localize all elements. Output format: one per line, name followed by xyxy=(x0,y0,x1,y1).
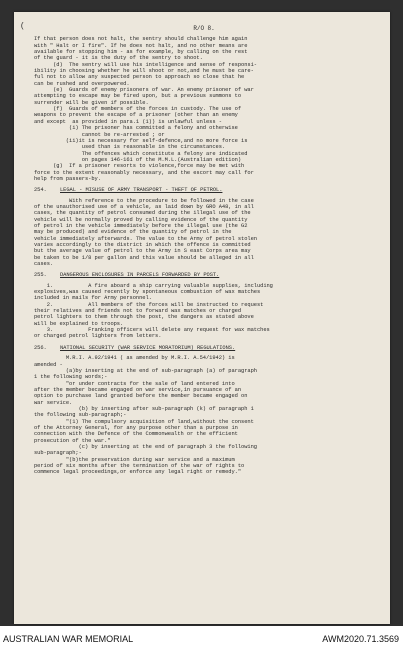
text-line: with " Halt or I fire". If he does not halt, and no other means are xyxy=(34,42,248,49)
text-line: period of six months after the termination of the war of rights to xyxy=(34,463,245,469)
text-line: vehicle will be normally proved by calling evidence of the quantity xyxy=(34,216,248,223)
text-line: surrender will be given if possible. xyxy=(34,99,149,106)
document-page xyxy=(14,12,390,624)
text-line: option to purchase land granted before the member became engaged on xyxy=(34,393,248,400)
text-line: and except as provided in para.1 (1)) is unlawful unless - xyxy=(34,118,222,125)
text-line: cannot be re-arrested ; or xyxy=(34,131,165,138)
text-line: petrol lighters to them through the post, the dangers as stated above xyxy=(34,314,254,321)
text-line: amended - xyxy=(34,361,63,368)
text-line: of the unauthorised use of a vehicle, as laid down by GRO A48, in all xyxy=(34,203,254,210)
text-line: commence legal proceedings,or enforce any legal right or remedy." xyxy=(34,469,242,476)
sections-block xyxy=(34,187,374,475)
text-line: their relatives and friends not to forward wax matches or charged xyxy=(34,308,242,315)
text-line: force to the extent reasonably necessary, and the escort may call for xyxy=(34,169,254,176)
text-line: 2. All members of the forces will be instructed to request xyxy=(34,301,264,308)
text-line: or charged petrol lighters from letters. xyxy=(34,333,162,340)
text-line: varies accordingly to the district in which the offence is committed xyxy=(34,242,251,248)
section-title: NATIONAL SECURITY (WAR SERVICE MORATORIUM) REGULATIONS. xyxy=(60,344,236,351)
footer-accession-number: AWM2020.71.3569 xyxy=(322,634,399,644)
text-line: of the guard - it is the duty of the sentry to shoot. xyxy=(34,55,203,62)
text-line: (d) The sentry will use his intelligence and sense of responsi- xyxy=(34,61,257,68)
text-line: 1. A fire aboard a ship carrying valuable supplies, including xyxy=(34,282,273,289)
text-line: of petrol in the vehicle immediately before the illegal use (the G2 xyxy=(34,222,248,229)
text-line: may be produced) and evidence of the quantity of petrol in the xyxy=(34,229,232,236)
document-body xyxy=(34,26,374,476)
text-line: vehicle immediately afterwards. The value to the Army of petrol stolen xyxy=(34,235,257,242)
text-line: (g) If a prisoner resorts to violence,force may be met with xyxy=(34,163,245,170)
section xyxy=(34,272,374,339)
section-number: 255. xyxy=(34,272,47,279)
text-line: M.R.I. A.92/1941 ( as amended by M.R.I. A.54/1942) is xyxy=(34,355,235,362)
section-mark: ( xyxy=(20,22,25,31)
text-line: 1 the following words;- xyxy=(34,374,108,381)
text-line: ibility in choosing whether he will shoot or not,and he must be care- xyxy=(34,68,254,75)
text-line: will be explained to troops. xyxy=(34,320,124,327)
section-number: 256. xyxy=(34,344,47,351)
text-line: cases. xyxy=(34,261,54,268)
text-line: (b) by inserting after sub-paragraph (k) of paragraph 1 xyxy=(34,405,254,412)
text-line: connection with the Defence of the Commonwealth or the efficient xyxy=(34,431,238,438)
text-line: attempting to escape may be fired upon, but a previous summons to xyxy=(34,93,242,100)
text-line: on pages 146-161 of the M.M.L.(Australian edition) xyxy=(34,156,242,163)
intro-block xyxy=(34,36,374,182)
section-number: 254. xyxy=(34,187,47,194)
text-line: included in mails for Army personnel. xyxy=(34,295,152,302)
text-line: can be rushed and overpowered. xyxy=(34,80,130,87)
text-line: of the Attorney General, for any purpose other than a purpose in xyxy=(34,424,238,431)
text-line: weapons to prevent the escape of a prisoner (other than an enemy xyxy=(34,112,238,119)
page-number: R/O 8. xyxy=(193,25,215,32)
text-line: "(b)the preservation during war service and a maximum xyxy=(34,456,235,463)
section-title: LEGAL - MISUSE OF ARMY TRANSPORT - THEFT OF PETROL. xyxy=(60,187,223,194)
text-line: (a)by inserting at the end of sub-paragraph (a) of paragraph xyxy=(34,367,257,374)
text-line: but the average value of petrol to the Army in S east Corps area may xyxy=(34,248,251,255)
text-line: ful not to allow any suspected person to approach so close that he xyxy=(34,74,245,81)
text-line: cases, the quantity of petrol consumed during the illegal use of the xyxy=(34,210,251,217)
text-line: (i) The prisoner has committed a felony and otherwise xyxy=(34,125,238,132)
text-line: sub-paragraph;- xyxy=(34,450,82,457)
text-line: the following sub-paragraph;- xyxy=(34,412,127,419)
text-line: If that person does not halt, the sentry should challenge him again xyxy=(34,36,248,43)
footer-credit: AUSTRALIAN WAR MEMORIAL xyxy=(3,634,134,644)
footer-bar xyxy=(0,626,403,653)
text-line: "or under contracts for the sale of land entered into xyxy=(34,380,235,387)
text-line: after the member became engaged on war service,in pursuance of an xyxy=(34,386,242,393)
text-line: explosives,was caused recently by spontaneous combustion of wax matches xyxy=(34,289,261,296)
text-line: The offences which constitute a felony are indicated xyxy=(34,150,248,157)
text-line: used than is reasonable in the circumstances. xyxy=(34,144,226,151)
text-line: (ii)it is necessary for self-defence,and no more force is xyxy=(34,137,248,144)
text-line: (c) by inserting at the end of paragraph 3 the following xyxy=(34,443,257,450)
text-line: be taken to be 1/8 per gallon and this value should be alleged in all xyxy=(34,254,254,261)
text-line: 3. Franking officers will delete any request for wax matches xyxy=(34,327,270,334)
section xyxy=(34,187,374,267)
section xyxy=(34,345,374,476)
section-title: DANGEROUS ENCLOSURES IN PARCELS FORWARDED BY POST. xyxy=(60,272,220,279)
text-line: prosecution of the war." xyxy=(34,437,111,444)
text-line: (e) Guards of enemy prisoners of war. An enemy prisoner of war xyxy=(34,87,254,94)
text-line: war service. xyxy=(34,399,73,406)
text-line: (f) Guards of members of the forces in custody. The use of xyxy=(34,106,242,113)
text-line: help from passers-by. xyxy=(34,175,101,182)
text-line: With reference to the procedure to be followed in the case xyxy=(34,197,254,204)
text-line: "(1) The compulsory acquisition of land,without the consent xyxy=(34,418,254,425)
text-line: available for stopping him - as for example, by calling on the rest xyxy=(34,49,248,56)
